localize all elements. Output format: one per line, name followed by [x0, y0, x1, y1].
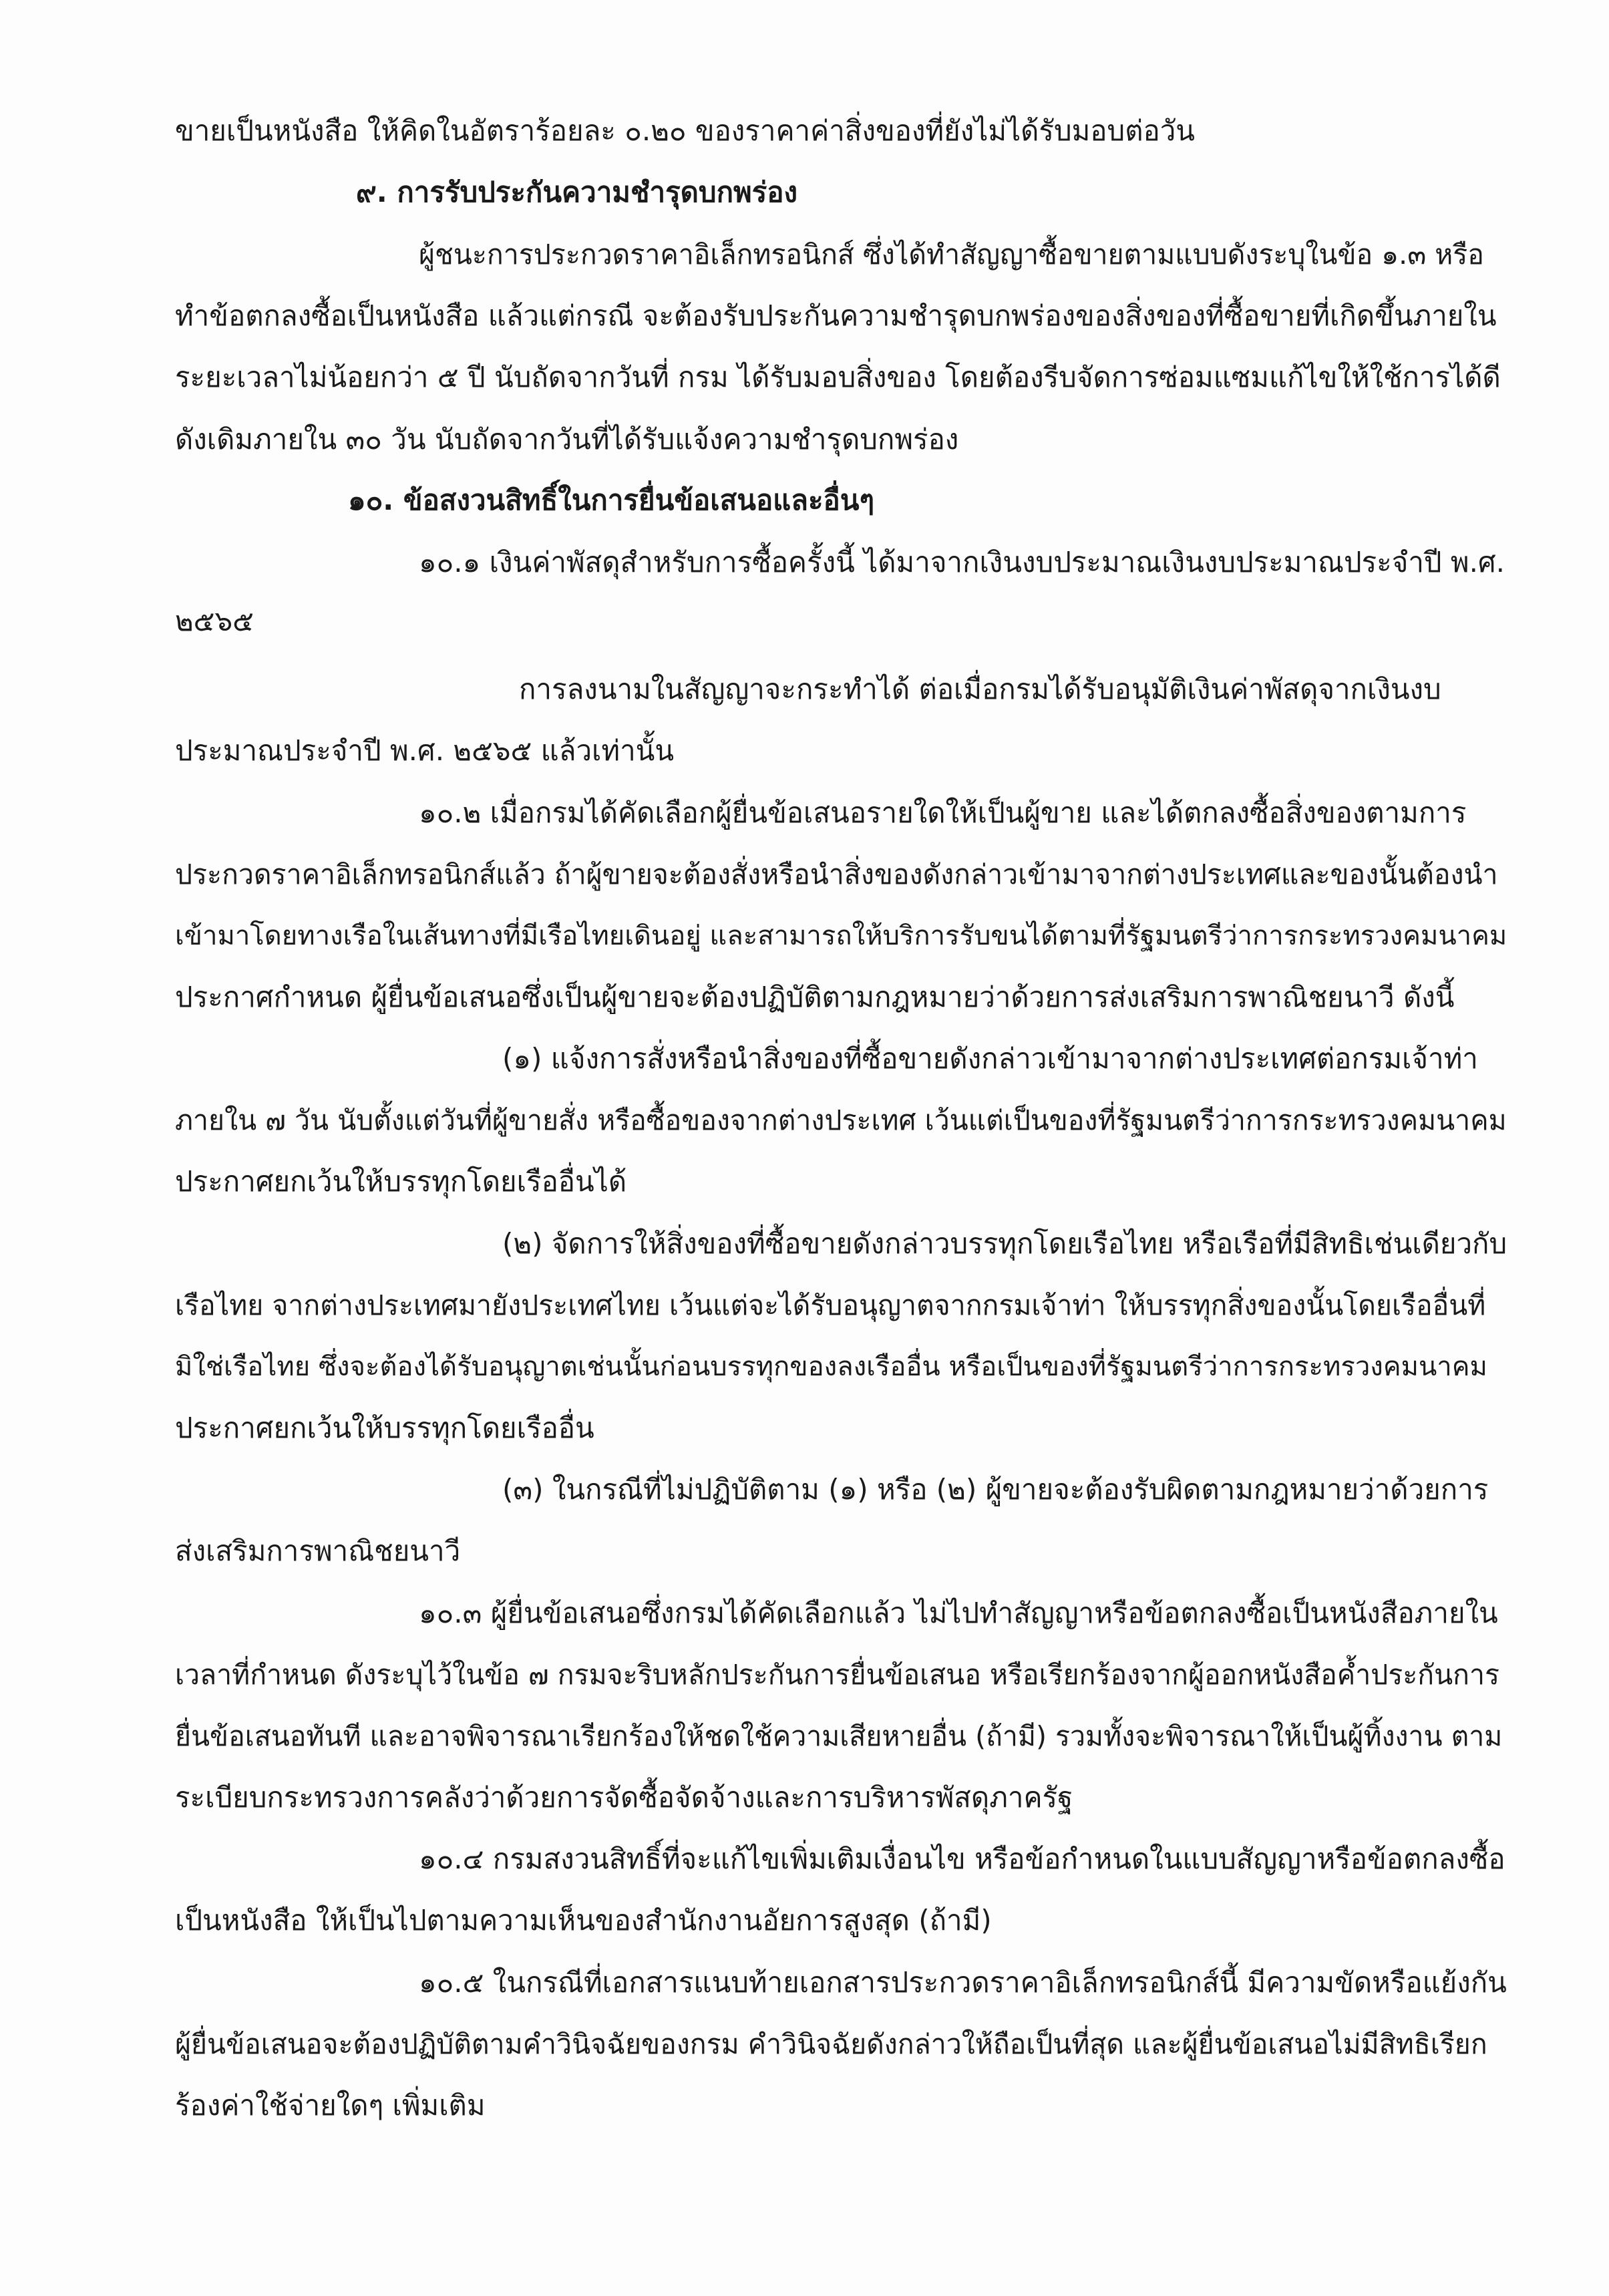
text-line: ๑๐.๔ กรมสงวนสิทธิ์ที่จะแก้ไขเพิ่มเติมเงื่อนไข หรือข้อกำหนดในแบบสัญญาหรือข้อตกลงซื้อ	[419, 1842, 1505, 1875]
text-line: ๒๕๖๕	[175, 605, 254, 637]
text-line: ประมาณประจำปี พ.ศ. ๒๕๖๕ แล้วเท่านั้น	[175, 734, 675, 767]
text-line: ส่งเสริมการพาณิชยนาวี	[175, 1534, 461, 1567]
text-line: ประกวดราคาอิเล็กทรอนิกส์แล้ว ถ้าผู้ขายจะต้องสั่งหรือนำสิ่งของดังกล่าวเข้ามาจากต่างประเทศและของนั้นต้องนำ	[175, 858, 1498, 890]
text-line: เป็นหนังสือ ให้เป็นไปตามความเห็นของสำนักงานอัยการสูงสุด (ถ้ามี)	[175, 1904, 992, 1937]
section-heading-10: ๑๐. ข้อสงวนสิทธิ์ในการยื่นข้อเสนอและอื่นๆ	[348, 484, 875, 516]
text-line: (๑) แจ้งการสั่งหรือนำสิ่งของที่ซื้อขายดังกล่าวเข้ามาจากต่างประเทศต่อกรมเจ้าท่า	[502, 1042, 1478, 1075]
text-line: มิใช่เรือไทย ซึ่งจะต้องได้รับอนุญาตเช่นนั้นก่อนบรรทุกของลงเรืออื่น หรือเป็นของที่รัฐมนตรีว่าการกระทรวงคมนาคม	[175, 1351, 1487, 1382]
text-line: ประกาศยกเว้นให้บรรทุกโดยเรืออื่น	[175, 1412, 594, 1444]
text-line: (๓) ในกรณีที่ไม่ปฏิบัติตาม (๑) หรือ (๒) ผู้ขายจะต้องรับผิดตามกฎหมายว่าด้วยการ	[502, 1473, 1489, 1506]
text-line: ๑๐.๓ ผู้ยื่นข้อเสนอซึ่งกรมได้คัดเลือกแล้ว ไม่ไปทำสัญญาหรือข้อตกลงซื้อเป็นหนังสือภายใน	[419, 1597, 1498, 1629]
text-line: ภายใน ๗ วัน นับตั้งแต่วันที่ผู้ขายสั่ง หรือซื้อของจากต่างประเทศ เว้นแต่เป็นของที่รัฐมนตรีว่าการกระทรวงคมนาคม	[175, 1104, 1507, 1136]
text-line: เรือไทย จากต่างประเทศมายังประเทศไทย เว้นแต่จะได้รับอนุญาตจากกรมเจ้าท่า ให้บรรทุกสิ่งของนั้นโดยเรืออื่นที่	[175, 1289, 1486, 1321]
text-line: (๒) จัดการให้สิ่งของที่ซื้อขายดังกล่าวบรรทุกโดยเรือไทย หรือเรือที่มีสิทธิเช่นเดียวกับ	[502, 1227, 1507, 1260]
text-line: ขายเป็นหนังสือ ให้คิดในอัตราร้อยละ ๐.๒๐ ของราคาค่าสิ่งของที่ยังไม่ได้รับมอบต่อวัน	[175, 114, 1195, 147]
text-line: เวลาที่กำหนด ดังระบุไว้ในข้อ ๗ กรมจะริบหลักประกันการยื่นข้อเสนอ หรือเรียกร้องจากผู้ออกหนังสือค้ำประกันการ	[175, 1659, 1500, 1691]
text-line: ร้องค่าใช้จ่ายใดๆ เพิ่มเติม	[175, 2089, 486, 2122]
text-line: ผู้ยื่นข้อเสนอจะต้องปฏิบัติตามคำวินิจฉัยของกรม คำวินิจฉัยดังกล่าวให้ถือเป็นที่สุด และผู้ยื่นข้อเสนอไม่มีสิทธิเรียก	[175, 2028, 1487, 2060]
text-line: เข้ามาโดยทางเรือในเส้นทางที่มีเรือไทยเดินอยู่ และสามารถให้บริการรับขนได้ตามที่รัฐมนตรีว่าการกระทรวงคมนาคม	[175, 921, 1507, 951]
text-line: ๑๐.๑ เงินค่าพัสดุสำหรับการซื้อครั้งนี้ ได้มาจากเงินงบประมาณเงินงบประมาณประจำปี พ.ศ.	[419, 546, 1505, 579]
text-line: ๑๐.๕ ในกรณีที่เอกสารแนบท้ายเอกสารประกวดราคาอิเล็กทรอนิกส์นี้ มีความขัดหรือแย้งกัน	[419, 1966, 1507, 1999]
text-line: ผู้ชนะการประกวดราคาอิเล็กทรอนิกส์ ซึ่งได้ทำสัญญาซื้อขายตามแบบดังระบุในข้อ ๑.๓ หรือ	[419, 238, 1484, 271]
text-line: ยื่นข้อเสนอทันที และอาจพิจารณาเรียกร้องให้ชดใช้ความเสียหายอื่น (ถ้ามี) รวมทั้งจะพิจารณาให้เป็นผู้ทิ้งงาน ตาม	[175, 1720, 1503, 1752]
text-line: ประกาศกำหนด ผู้ยื่นข้อเสนอซึ่งเป็นผู้ขายจะต้องปฏิบัติตามกฎหมายว่าด้วยการส่งเสริมการพาณิชยนาวี ดังนี้	[175, 981, 1455, 1013]
text-line: ประกาศยกเว้นให้บรรทุกโดยเรืออื่นได้	[175, 1165, 627, 1198]
text-line: ๑๐.๒ เมื่อกรมได้คัดเลือกผู้ยื่นข้อเสนอรายใดให้เป็นผู้ขาย และได้ตกลงซื้อสิ่งของตามการ	[419, 796, 1467, 829]
text-line: การลงนามในสัญญาจะกระทำได้ ต่อเมื่อกรมได้รับอนุมัติเงินค่าพัสดุจากเงินงบ	[519, 673, 1441, 705]
text-line: ระเบียบกระทรวงการคลังว่าด้วยการจัดซื้อจัดจ้างและการบริหารพัสดุภาครัฐ	[175, 1781, 1073, 1814]
text-line: ระยะเวลาไม่น้อยกว่า ๕ ปี นับถัดจากวันที่ กรม ได้รับมอบสิ่งของ โดยต้องรีบจัดการซ่อมแซมแก้ไขให้ใช้การได้ดี	[175, 361, 1501, 393]
text-line: ทำข้อตกลงซื้อเป็นหนังสือ แล้วแต่กรณี จะต้องรับประกันความชำรุดบกพร่องของสิ่งของที่ซื้อขายที่เกิดขึ้นภายใน	[175, 299, 1497, 332]
section-heading-9: ๙. การรับประกันความชำรุดบกพร่อง	[356, 176, 797, 208]
text-line: ดังเดิมภายใน ๓๐ วัน นับถัดจากวันที่ได้รับแจ้งความชำรุดบกพร่อง	[175, 423, 959, 456]
